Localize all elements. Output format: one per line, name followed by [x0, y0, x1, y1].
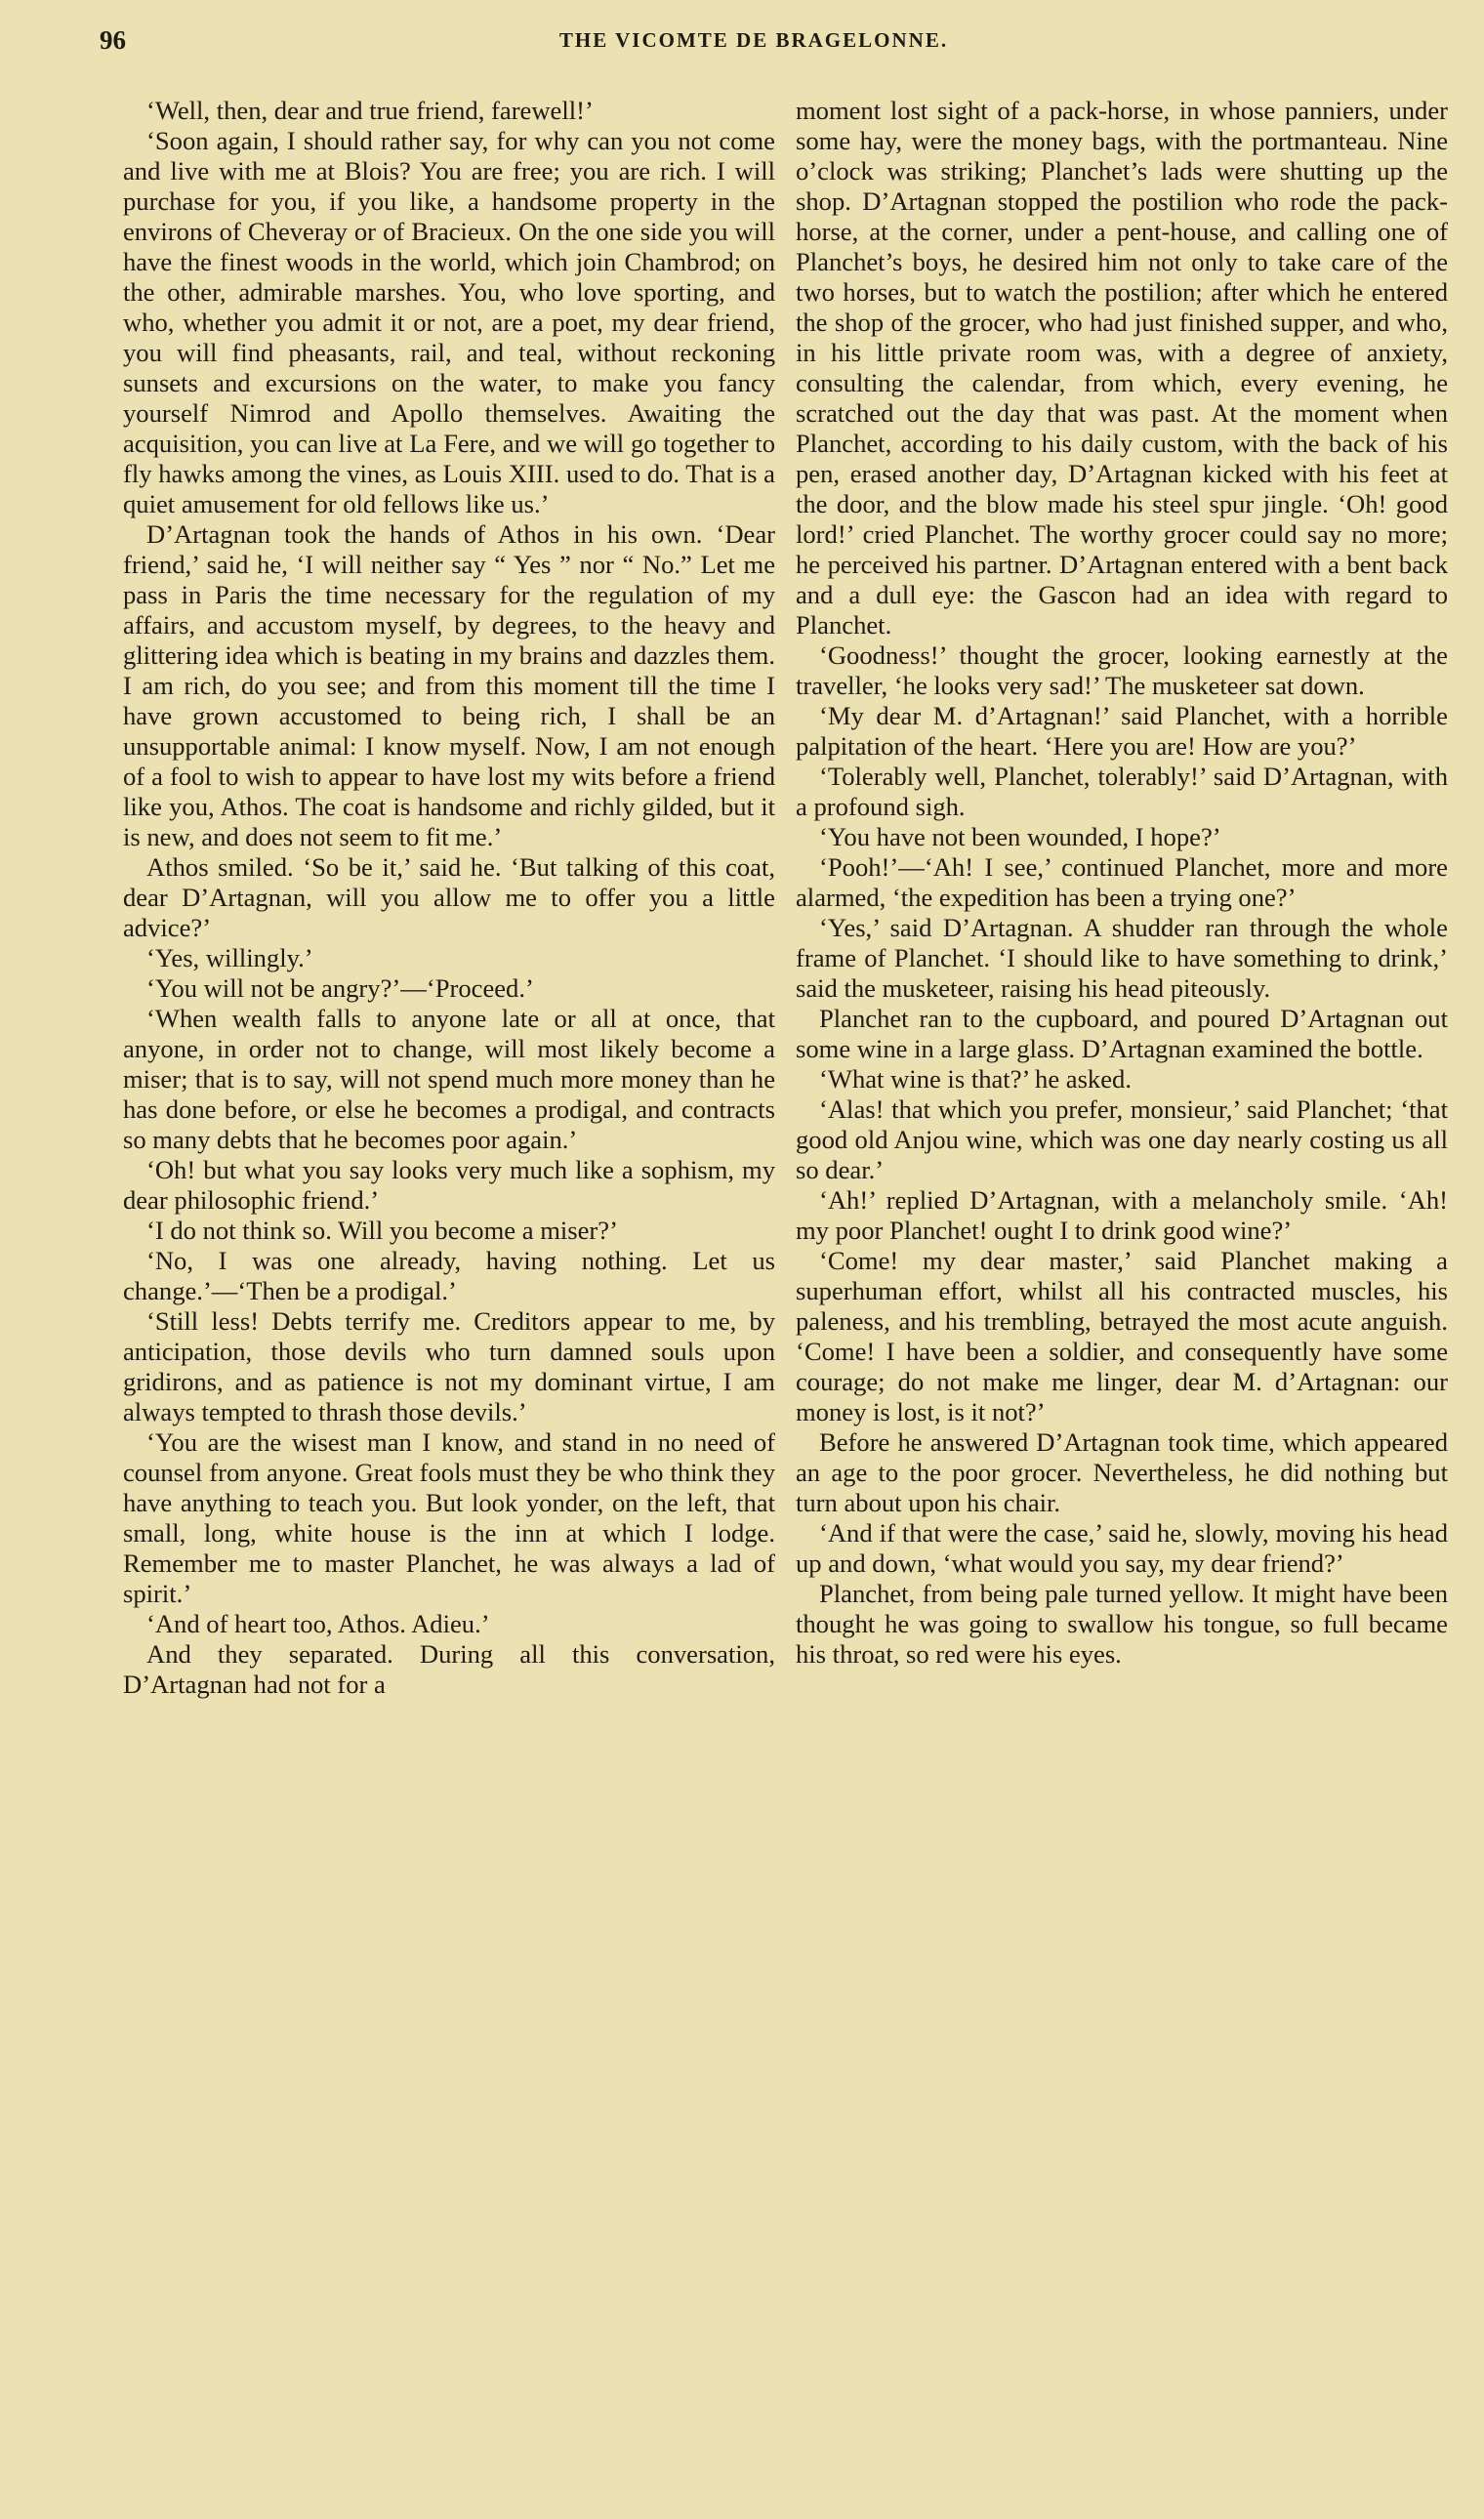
page-header: [100, 25, 1408, 64]
page-number: 96: [100, 25, 126, 55]
paragraph: ‘Soon again, I should rather say, for why can you not come and live with me at Blois? You are free; you are rich. I will purchase for you, if you like, a handsome property in the environs of Cheveray or of Bracieux. On the one side you will have the finest woods in the world, which join Chambrod; on the other, admirable marshes. You, who love sporting, and who, whether you admit it or not, are a poet, my dear friend, you will find pheasants, rail, and teal, without reckoning sunsets and excursions on the water, to make you fancy yourself Nimrod and Apollo themselves. Awaiting the acquisition, you can live at La Fere, and we will go together to fly hawks among the vines, as Louis XIII. used to do. That is a quiet amusement for old fellows like us.’: [123, 126, 775, 518]
paragraph: ‘When wealth falls to anyone late or all at once, that anyone, in order not to change, will most likely become a miser; that is to say, will not spend much more money than he has done before, or else he becomes a prodigal, and contracts so many debts that he becomes poor again.’: [123, 1004, 775, 1154]
paragraph: ‘You are the wisest man I know, and stand in no need of counsel from anyone. Great fools must they be who think they have anything to teach you. But look yonder, on the left, that small, long, white house is the inn at which I lodge. Remember me to master Planchet, he was always a lad of spirit.’: [123, 1427, 775, 1608]
paragraph: ‘No, I was one already, having nothing. Let us change.’—‘Then be a prodigal.’: [123, 1246, 775, 1305]
paragraph: Before he answered D’Artagnan took time, which appeared an age to the poor grocer. Nevertheless, he did nothing but turn about upon his chair.: [796, 1427, 1448, 1517]
paragraph: ‘And if that were the case,’ said he, slowly, moving his head up and down, ‘what would you say, my dear friend?’: [796, 1518, 1448, 1578]
paragraph: D’Artagnan took the hands of Athos in his own. ‘Dear friend,’ said he, ‘I will neither say “ Yes ” nor “ No.” Let me pass in Paris the time necessary for the regulation of my affairs, and accustom myself, by degrees, to the heavy and glittering idea which is beating in my brains and dazzles them. I am rich, do you see; and from this moment till the time I have grown accustomed to being rich, I shall be an unsupportable animal: I know myself. Now, I am not enough of a fool to wish to appear to have lost my wits before a friend like you, Athos. The coat is handsome and richly gilded, but it is new, and does not seem to fit me.’: [123, 519, 775, 851]
paragraph: Planchet, from being pale turned yellow. It might have been thought he was going to swallow his tongue, so full became his throat, so red were his eyes.: [796, 1579, 1448, 1669]
left-column: [123, 96, 775, 1700]
paragraph: ‘Tolerably well, Planchet, tolerably!’ said D’Artagnan, with a profound sigh.: [796, 762, 1448, 821]
paragraph: ‘Oh! but what you say looks very much like a sophism, my dear philosophic friend.’: [123, 1155, 775, 1215]
paragraph: Planchet ran to the cupboard, and poured D’Artagnan out some wine in a large glass. D’Artagnan examined the bottle.: [796, 1004, 1448, 1063]
paragraph: Athos smiled. ‘So be it,’ said he. ‘But talking of this coat, dear D’Artagnan, will you allow me to offer you a little advice?’: [123, 852, 775, 942]
paragraph: ‘My dear M. d’Artagnan!’ said Planchet, with a horrible palpitation of the heart. ‘Here you are! How are you?’: [796, 701, 1448, 761]
paragraph: ‘You will not be angry?’—‘Proceed.’: [146, 973, 534, 1003]
right-column: [796, 96, 1448, 1670]
paragraph: ‘Come! my dear master,’ said Planchet making a superhuman effort, whilst all his contracted muscles, his paleness, and his trembling, betrayed the most acute anguish. ‘Come! I have been a soldier, and consequently have some courage; do not make me linger, dear M. d’Artagnan: our money is lost, is it not?’: [796, 1246, 1448, 1426]
paragraph: ‘What wine is that?’ he asked.: [819, 1064, 1132, 1094]
paragraph: ‘I do not think so. Will you become a miser?’: [146, 1216, 618, 1245]
paragraph-continuation: moment lost sight of a pack-horse, in whose panniers, under some hay, were the money bags, with the portmanteau. Nine o’clock was striking; Planchet’s lads were shutting up the shop. D’Artagnan stopped the postilion who rode the pack-horse, at the corner, under a pent-house, and calling one of Planchet’s boys, he desired him not only to take care of the two horses, but to watch the postilion; after which he entered the shop of the grocer, who had just finished supper, and who, in his little private room was, with a degree of anxiety, consulting the calendar, from which, every evening, he scratched out the day that was past. At the moment when Planchet, according to his daily custom, with the back of his pen, erased another day, D’Artagnan kicked with his feet at the door, and the blow made his steel spur jingle. ‘Oh! good lord!’ cried Planchet. The worthy grocer could say no more; he perceived his partner. D’Artagnan entered with a bent back and a dull eye: the Gascon had an idea with regard to Planchet.: [796, 96, 1448, 640]
paragraph: ‘Alas! that which you prefer, monsieur,’ said Planchet; ‘that good old Anjou wine, which was one day nearly costing us all so dear.’: [796, 1094, 1448, 1184]
paragraph: ‘Yes, willingly.’: [146, 943, 313, 972]
running-title: THE VICOMTE DE BRAGELONNE.: [558, 28, 949, 52]
paragraph: ‘Well, then, dear and true friend, farewell!’: [146, 96, 594, 125]
paragraph: ‘Still less! Debts terrify me. Creditors appear to me, by anticipation, those devils who turn damned souls upon gridirons, and as patience is not my dominant virtue, I am always tempted to thrash those devils.’: [123, 1306, 775, 1426]
paragraph: ‘Goodness!’ thought the grocer, looking earnestly at the traveller, ‘he looks very sad!’ The musketeer sat down.: [796, 640, 1448, 700]
paragraph: And they separated. During all this conversation, D’Artagnan had not for a: [123, 1639, 775, 1699]
paragraph: ‘Yes,’ said D’Artagnan. A shudder ran through the whole frame of Planchet. ‘I should like to have something to drink,’ said the musketeer, raising his head piteously.: [796, 913, 1448, 1003]
paragraph: ‘You have not been wounded, I hope?’: [819, 822, 1221, 851]
paragraph: ‘Pooh!’—‘Ah! I see,’ continued Planchet, more and more alarmed, ‘the expedition has been a trying one?’: [796, 852, 1448, 912]
paragraph: ‘Ah!’ replied D’Artagnan, with a melancholy smile. ‘Ah! my poor Planchet! ought I to drink good wine?’: [796, 1185, 1448, 1245]
paragraph: ‘And of heart too, Athos. Adieu.’: [146, 1609, 490, 1638]
